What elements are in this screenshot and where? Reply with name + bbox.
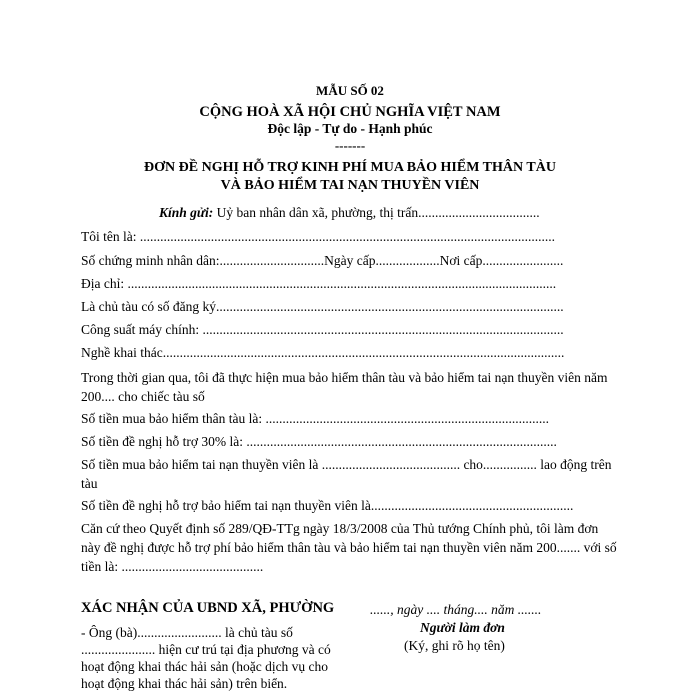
field-ship-owner: Là chủ tàu có số đăng ký....................................................................................................... [81,299,564,314]
field-id-number: Số chứng minh nhân dân:...............................Ngày cấp...................Nơi cấp........................ [81,253,564,268]
country-name: CỘNG HOÀ XÃ HỘI CHỦ NGHĨA VIỆT NAM [199,104,501,120]
field-hull-insurance: Số tiền mua bảo hiểm thân tàu là: .................................................................................... [81,411,549,426]
field-crew-insurance: Số tiền mua bảo hiểm tai nạn thuyền viên là ......................................... cho................ lao động trên tàu [81,457,612,491]
national-motto: Độc lập - Tự do - Hạnh phúc [267,121,433,136]
document-title-line-2: VÀ BẢO HIỂM TAI NẠN THUYỀN VIÊN [220,178,480,193]
confirmation-body: - Ông (bà)......................... là chủ tàu số ...................... hiện cư trú tại địa phương và có hoạt động khai thác hải sản (hoặc dịch vụ cho hoạt động khai thác hải sản) trên biển. [81,625,331,691]
addressee-label: Kính gửi: [159,205,214,220]
field-engine-power: Công suất máy chính: ........................................................................................................... [81,322,564,337]
field-period: Trong thời gian qua, tôi đã thực hiện mua bảo hiểm thân tàu và bảo hiểm tai nạn thuyền viên năm 200.... cho chiếc tàu số [81,370,608,404]
field-fishing-type: Nghề khai thác....................................................................................................................... [81,345,565,360]
addressee [159,205,540,221]
confirmation-title: XÁC NHẬN CỦA UBND XÃ, PHƯỜNG [81,600,335,616]
document-title-line-1: ĐƠN ĐỀ NGHỊ HỖ TRỢ KINH PHÍ MUA BẢO HIỂM THÂN TÀU [144,160,556,175]
signer-title: Người làm đơn [420,620,505,635]
field-name: Tôi tên là: ........................................................................................................................... [81,229,555,244]
field-address: Địa chỉ: ............................................................................................................................... [81,276,557,291]
field-support-30: Số tiền đề nghị hỗ trợ 30% là: ............................................................................................ [81,434,557,449]
field-basis: Căn cứ theo Quyết định số 289/QĐ-TTg ngày 18/3/2008 của Thủ tướng Chính phủ, tôi làm đơn này đề nghị được hỗ trợ phí bảo hiểm thân tàu và bảo hiểm tai nạn thuyền viên năm 200....... với số tiền là: .......................................... [81,521,617,574]
signature-note: (Ký, ghi rõ họ tên) [404,638,505,653]
field-crew-support: Số tiền đề nghị hỗ trợ bảo hiểm tai nạn thuyền viên là............................................................ [81,498,574,513]
header-separator: ------- [334,138,366,153]
date-line: ......, ngày .... tháng.... năm ....... [370,602,542,617]
form-number: MẪU SỐ 02 [316,83,384,98]
addressee-text: Uỷ ban nhân dân xã, phường, thị trấn.................................... [213,205,540,220]
